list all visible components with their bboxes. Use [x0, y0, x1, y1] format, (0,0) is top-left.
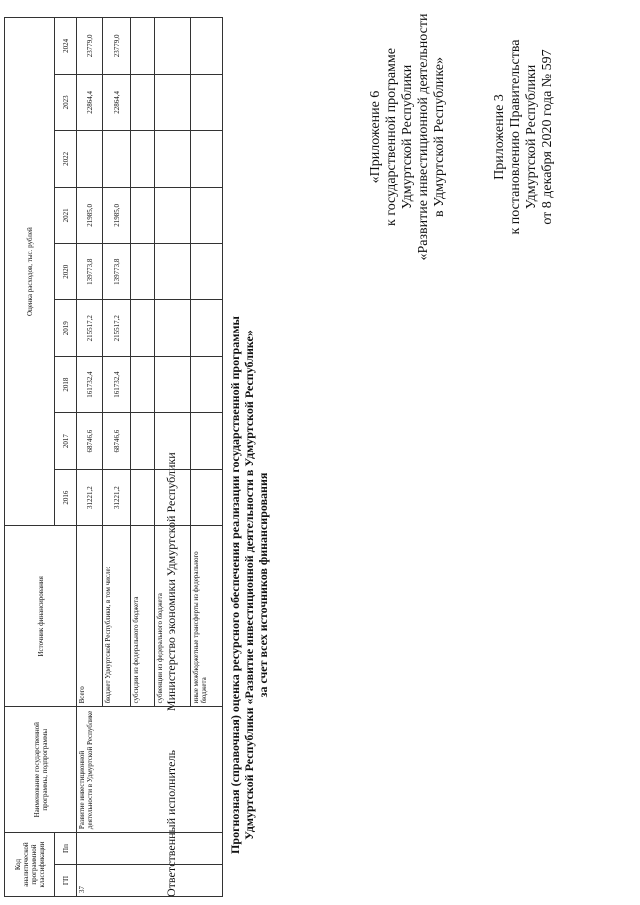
- cell-value: [155, 469, 191, 525]
- cell-value: [191, 131, 223, 187]
- header-year: 2019: [55, 300, 77, 356]
- cell-value: [191, 469, 223, 525]
- appendix-6-line3: Удмуртской Республики: [400, 64, 415, 210]
- cell-source: Всего: [77, 526, 103, 707]
- cell-value: [155, 300, 191, 356]
- title-line3: за счет всех источников финансирования: [256, 472, 270, 698]
- cell-value: [155, 18, 191, 75]
- header-year: 2017: [55, 413, 77, 469]
- cell-value: 23779,0: [77, 18, 103, 75]
- cell-value: 21985,0: [103, 187, 131, 243]
- cell-value: [155, 187, 191, 243]
- appendix-6-block: [368, 8, 448, 266]
- cell-program-name: Развитие инвестиционной деятельности в Удмуртской Республике: [77, 707, 223, 833]
- header-name: Наименование государственной программы, подпрограммы: [5, 707, 77, 833]
- cell-value: [191, 74, 223, 130]
- cell-source: субсидии из федерального бюджета: [131, 526, 155, 707]
- cell-value: 139773,8: [103, 244, 131, 300]
- cell-value: [191, 300, 223, 356]
- table-header-row: [5, 18, 55, 897]
- cell-value: 22864,4: [103, 74, 131, 130]
- header-year: 2020: [55, 244, 77, 300]
- header-estimate: Оценка расходов, тыс. рублей: [5, 18, 55, 526]
- appendix-3-line3: Удмуртской Республики: [524, 64, 539, 210]
- cell-value: [155, 413, 191, 469]
- cell-value: [155, 244, 191, 300]
- cell-value: [131, 244, 155, 300]
- cell-value: [155, 131, 191, 187]
- cell-value: [191, 18, 223, 75]
- appendix-6-line5: в Удмуртской Республике»: [432, 56, 447, 218]
- responsible-label: Ответственный исполнитель: [164, 750, 178, 897]
- cell-source: иные межбюджетные трансферты из федерального бюджета: [191, 526, 223, 707]
- cell-value: [191, 356, 223, 412]
- cell-value: 161732,4: [77, 356, 103, 412]
- header-year: 2021: [55, 187, 77, 243]
- appendix-6-line4: «Развитие инвестиционной деятельности: [416, 13, 431, 261]
- cell-value: [155, 74, 191, 130]
- cell-source: субвенции из федерального бюджета: [155, 526, 191, 707]
- cell-value: 21985,0: [77, 187, 103, 243]
- header-year: 2018: [55, 356, 77, 412]
- cell-value: [191, 244, 223, 300]
- cell-value: 68746,6: [77, 413, 103, 469]
- appendix-3-line4: от 8 декабря 2020 года № 597: [540, 49, 555, 225]
- cell-value: 31221,2: [77, 469, 103, 525]
- header-source: Источник финансирования: [5, 526, 77, 707]
- cell-value: 31221,2: [103, 469, 131, 525]
- cell-value: [131, 187, 155, 243]
- appendix-3-line2: к постановлению Правительства: [508, 39, 523, 235]
- document-title: [228, 305, 270, 865]
- table-row: [77, 18, 103, 897]
- cell-value: [191, 413, 223, 469]
- title-line1: Прогнозная (справочная) оценка ресурсного обеспечения реализации государственной программы: [228, 316, 242, 854]
- responsible-value: Министерство экономики Удмуртской Республики: [164, 452, 178, 712]
- cell-value: [131, 469, 155, 525]
- header-year: 2022: [55, 131, 77, 187]
- financing-table: [4, 17, 223, 897]
- header-year: 2016: [55, 469, 77, 525]
- cell-value: 161732,4: [103, 356, 131, 412]
- cell-value: [131, 18, 155, 75]
- header-year: 2023: [55, 74, 77, 130]
- cell-value: [131, 74, 155, 130]
- cell-value: [131, 356, 155, 412]
- header-year: 2024: [55, 18, 77, 75]
- cell-gp: 37: [77, 865, 223, 897]
- title-line2: Удмуртской Республики «Развитие инвестиционной деятельности в Удмуртской Республике»: [242, 330, 256, 840]
- cell-value: 23779,0: [103, 18, 131, 75]
- appendix-3-block: [492, 8, 556, 266]
- header-pp: Пп: [55, 833, 77, 865]
- cell-value: 215517,2: [103, 300, 131, 356]
- cell-value: [131, 131, 155, 187]
- cell-value: [77, 131, 103, 187]
- appendix-6-line1: «Приложение 6: [368, 90, 383, 184]
- appendix-6-line2: к государственной программе: [384, 48, 399, 226]
- appendix-3-line1: Приложение 3: [492, 94, 507, 180]
- header-gp: ГП: [55, 865, 77, 897]
- header-code: Код аналитической программной классификации: [5, 833, 55, 897]
- cell-value: [103, 131, 131, 187]
- cell-value: [155, 356, 191, 412]
- cell-value: [131, 413, 155, 469]
- cell-value: [191, 187, 223, 243]
- cell-value: 215517,2: [77, 300, 103, 356]
- cell-value: [131, 300, 155, 356]
- cell-value: 139773,8: [77, 244, 103, 300]
- cell-value: 68746,6: [103, 413, 131, 469]
- cell-pp: [77, 833, 223, 865]
- cell-value: 22864,4: [77, 74, 103, 130]
- cell-source: бюджет Удмуртской Республики, в том числе:: [103, 526, 131, 707]
